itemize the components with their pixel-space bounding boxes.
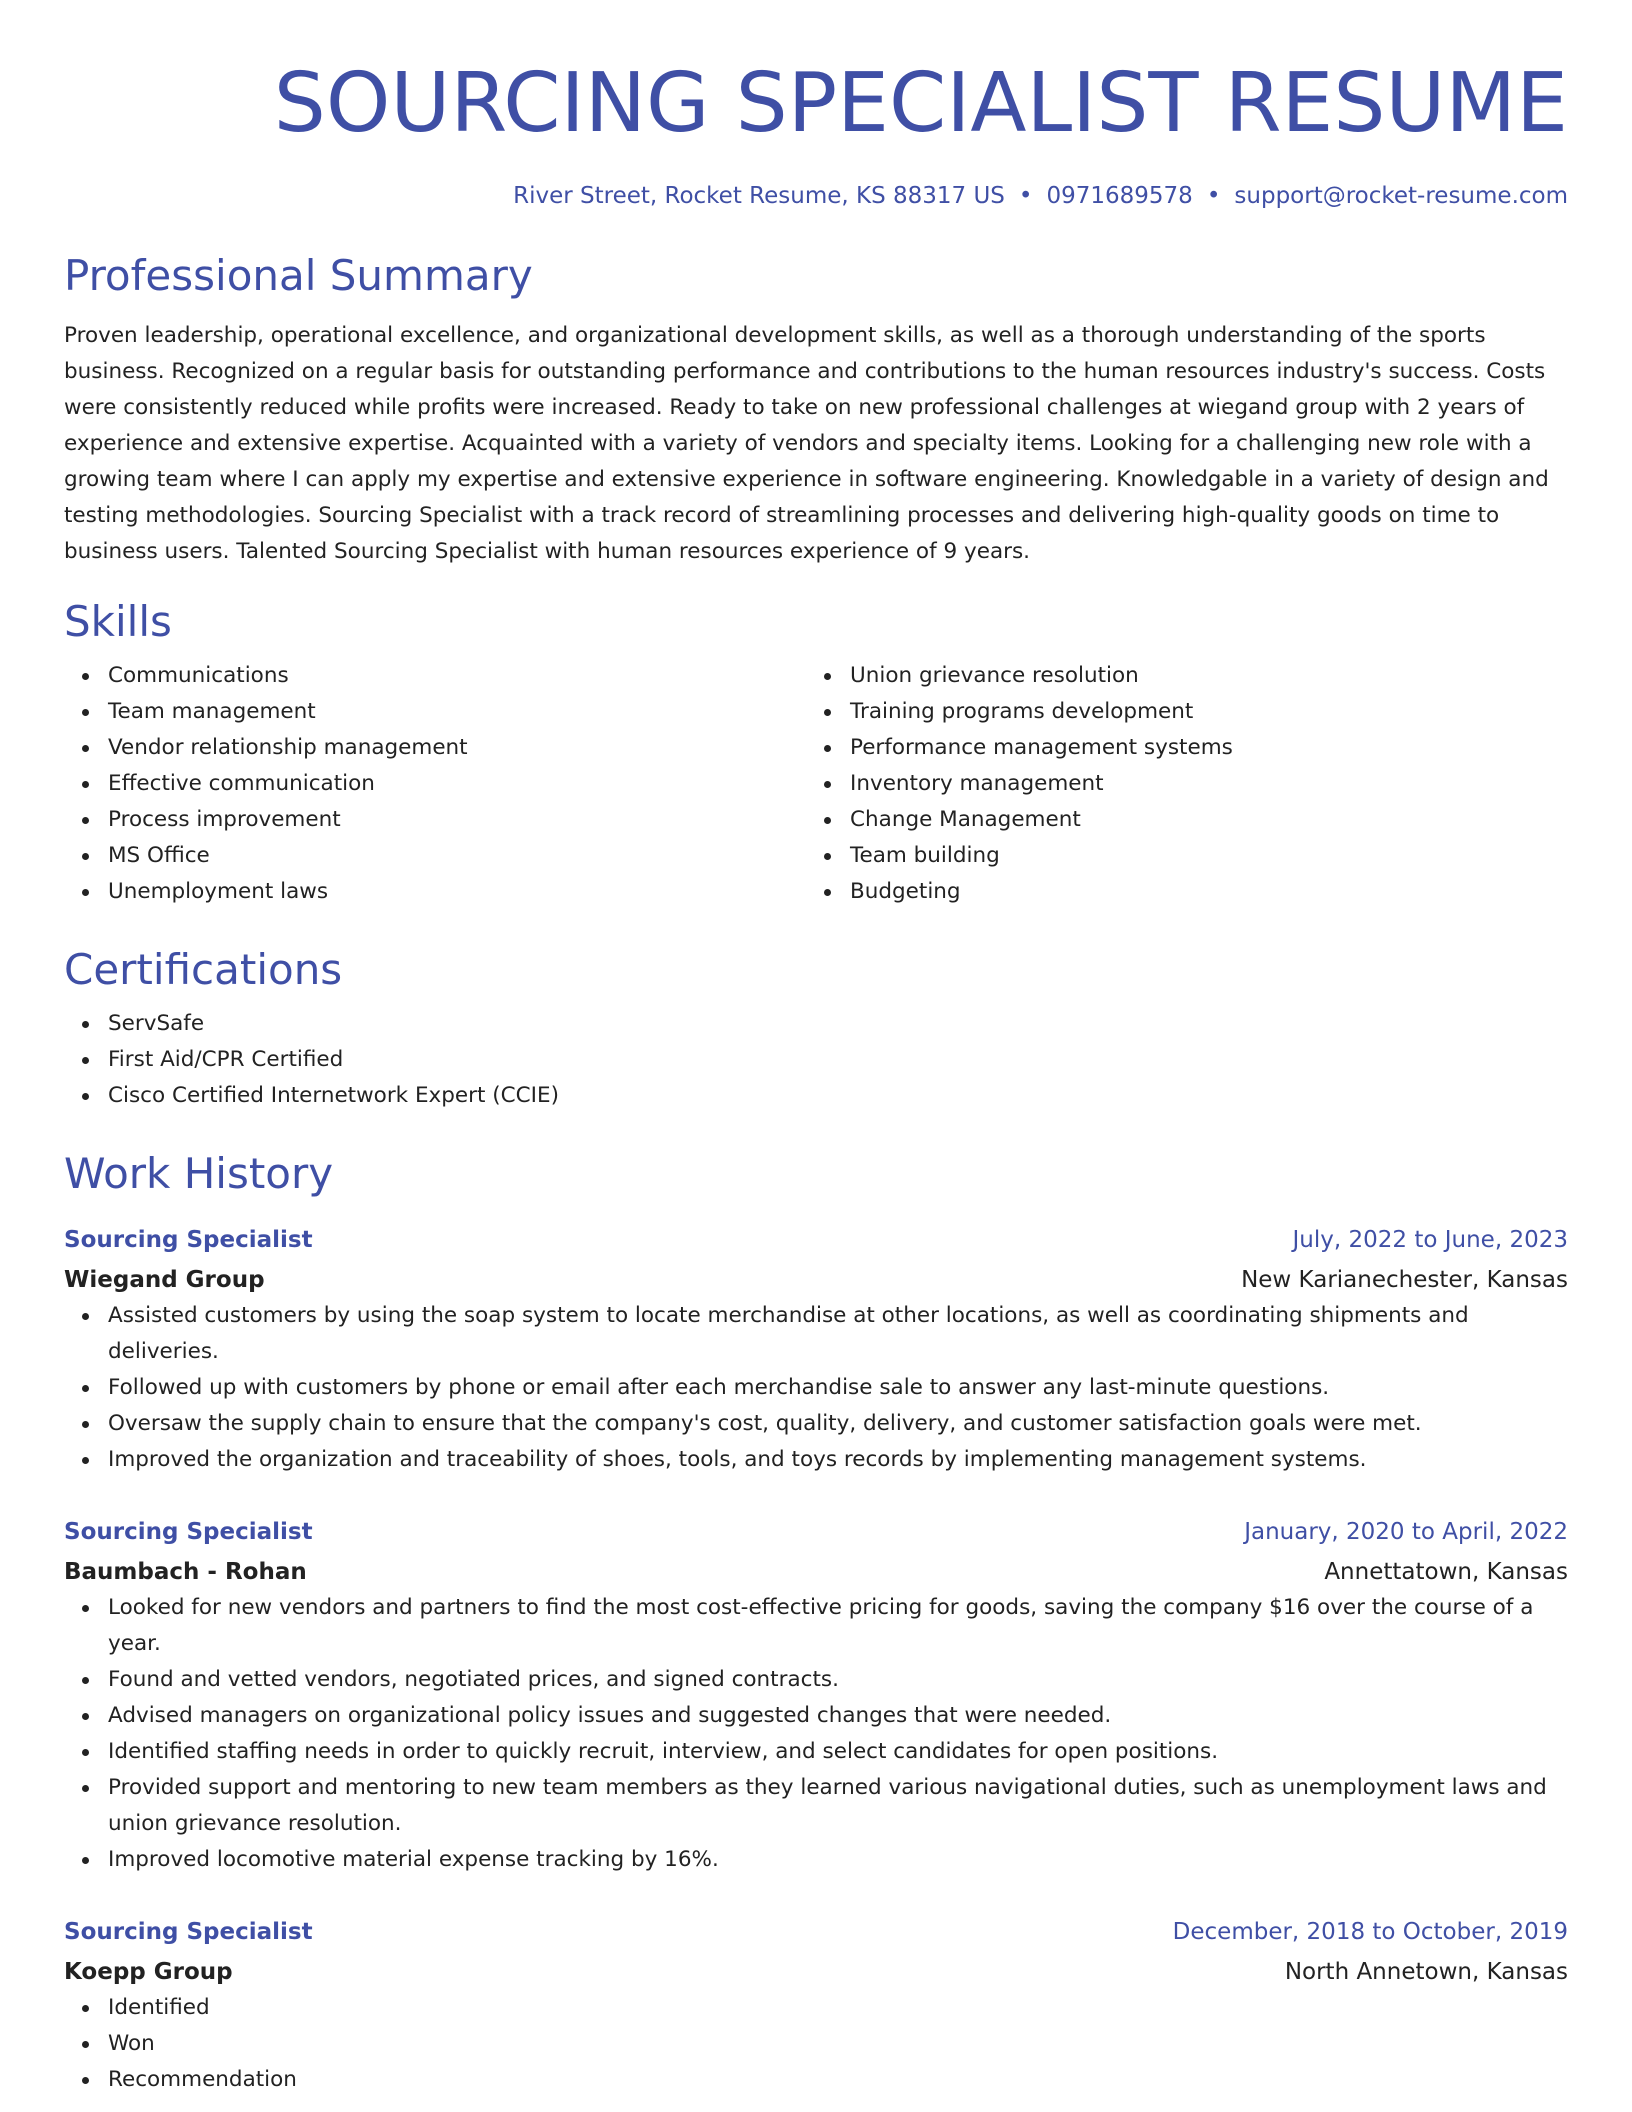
- job-location: Annettatown, Kansas: [1324, 1559, 1568, 1585]
- contact-separator: •: [1018, 183, 1033, 209]
- job-company: Koepp Group: [64, 1959, 233, 1985]
- work-history-section: [64, 1148, 1568, 2098]
- job-company-row: [64, 1258, 1568, 1298]
- list-item: Cisco Certified Internetwork Expert (CCIE): [64, 1078, 1568, 1114]
- certifications-list: [64, 1006, 1568, 1114]
- list-item: Looked for new vendors and partners to find the most cost-effective pricing for goods, saving the company $16 over the course of a year.: [64, 1590, 1568, 1662]
- job-dates: January, 2020 to April, 2022: [1244, 1519, 1568, 1545]
- job-role: Sourcing Specialist: [64, 1227, 313, 1253]
- list-item: Identified: [64, 1990, 1568, 2026]
- list-item: Effective communication: [64, 766, 806, 802]
- job-entry: [64, 1222, 1568, 1478]
- job-header-row: [64, 1914, 1568, 1950]
- job-role: Sourcing Specialist: [64, 1919, 313, 1945]
- professional-summary-section: [64, 250, 1568, 570]
- job-company: Baumbach - Rohan: [64, 1559, 307, 1585]
- job-header-row: [64, 1222, 1568, 1258]
- skills-section: [64, 596, 1568, 910]
- job-location: North Annetown, Kansas: [1284, 1959, 1568, 1985]
- contact-email: support@rocket-resume.com: [1234, 183, 1568, 209]
- list-item: MS Office: [64, 838, 806, 874]
- list-item: Improved the organization and traceability of shoes, tools, and toys records by implementing management systems.: [64, 1442, 1568, 1478]
- section-heading: Professional Summary: [64, 251, 533, 300]
- skills-column-right: [806, 658, 1548, 910]
- list-item: Advised managers on organizational policy issues and suggested changes that were needed.: [64, 1698, 1568, 1734]
- job-header-row: [64, 1514, 1568, 1550]
- list-item: First Aid/CPR Certified: [64, 1042, 1568, 1078]
- skills-list: [806, 658, 1548, 910]
- skills-list: [64, 658, 806, 910]
- list-item: Change Management: [806, 802, 1548, 838]
- section-heading: Work History: [64, 1149, 334, 1198]
- job-bullets: [64, 1990, 1568, 2098]
- job-bullets: [64, 1298, 1568, 1478]
- job-role: Sourcing Specialist: [64, 1519, 313, 1545]
- list-item: Oversaw the supply chain to ensure that the company's cost, quality, delivery, and customer satisfaction goals were met.: [64, 1406, 1568, 1442]
- list-item: Identified staffing needs in order to quickly recruit, interview, and select candidates for open positions.: [64, 1734, 1568, 1770]
- section-heading: Certifications: [64, 945, 343, 994]
- list-item: Team management: [64, 694, 806, 730]
- skills-columns: [64, 658, 1568, 910]
- list-item: Recommendation: [64, 2062, 1568, 2098]
- list-item: Process improvement: [64, 802, 806, 838]
- list-item: Inventory management: [806, 766, 1548, 802]
- list-item: Assisted customers by using the soap system to locate merchandise at other locations, as well as coordinating shipments and deliveries.: [64, 1298, 1568, 1370]
- list-item: ServSafe: [64, 1006, 1568, 1042]
- job-bullets: [64, 1590, 1568, 1878]
- list-item: Provided support and mentoring to new team members as they learned various navigational duties, such as unemployment laws and union grievance resolution.: [64, 1770, 1568, 1842]
- skills-column-left: [64, 658, 806, 910]
- list-item: Union grievance resolution: [806, 658, 1548, 694]
- list-item: Won: [64, 2026, 1568, 2062]
- list-item: Team building: [806, 838, 1548, 874]
- section-heading: Skills: [64, 597, 172, 646]
- list-item: Found and vetted vendors, negotiated prices, and signed contracts.: [64, 1662, 1568, 1698]
- job-dates: December, 2018 to October, 2019: [1172, 1919, 1568, 1945]
- job-company-row: [64, 1950, 1568, 1990]
- job-dates: July, 2022 to June, 2023: [1292, 1227, 1568, 1253]
- job-entry: [64, 1514, 1568, 1878]
- job-entry: [64, 1914, 1568, 2098]
- list-item: Vendor relationship management: [64, 730, 806, 766]
- resume-title: SOURCING SPECIALIST RESUME: [273, 56, 1568, 151]
- list-item: Communications: [64, 658, 806, 694]
- list-item: Budgeting: [806, 874, 1548, 910]
- job-location: New Karianechester, Kansas: [1241, 1267, 1568, 1293]
- list-item: Performance management systems: [806, 730, 1548, 766]
- list-item: Unemployment laws: [64, 874, 806, 910]
- contact-phone: 0971689578: [1046, 183, 1193, 209]
- contact-address: River Street, Rocket Resume, KS 88317 US: [513, 183, 1005, 209]
- certifications-section: [64, 944, 1568, 1114]
- job-company: Wiegand Group: [64, 1267, 265, 1293]
- summary-text: Proven leadership, operational excellence, and organizational development skills, as well as a thorough understanding of the sports business. Recognized on a regular basis for outstanding performance and contributions to the human resources industry's success. Costs were consistently reduced while profits were increased. Ready to take on new professional challenges at wiegand group with 2 years of experience and extensive expertise. Acquainted with a variety of vendors and specialty items. Looking for a challenging new role with a growing team where I can apply my expertise and extensive experience in software engineering. Knowledgable in a variety of design and testing methodologies. Sourcing Specialist with a track record of streamlining processes and delivering high-quality goods on time to business users. Talented Sourcing Specialist with human resources experience of 9 years.: [64, 323, 1549, 564]
- contact-separator: •: [1206, 183, 1221, 209]
- list-item: Improved locomotive material expense tracking by 16%.: [64, 1842, 1568, 1878]
- list-item: Training programs development: [806, 694, 1548, 730]
- job-company-row: [64, 1550, 1568, 1590]
- list-item: Followed up with customers by phone or email after each merchandise sale to answer any last-minute questions.: [64, 1370, 1568, 1406]
- contact-line: [64, 180, 1568, 212]
